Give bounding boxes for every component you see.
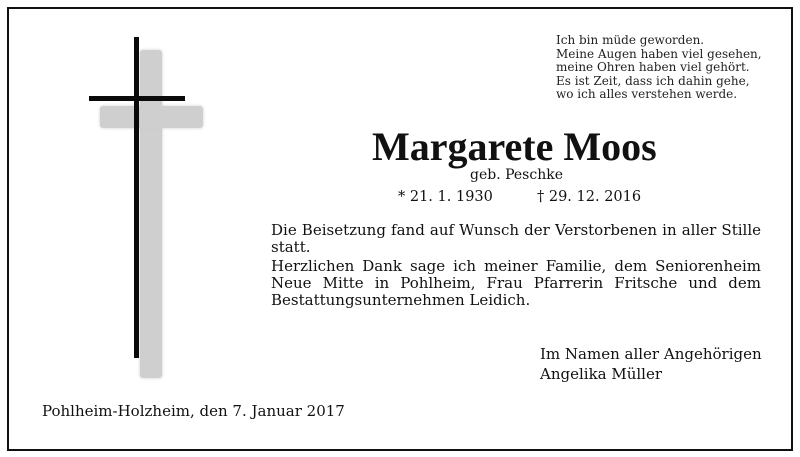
poem-line: Ich bin müde geworden. — [556, 33, 705, 47]
poem-line: meine Ohren haben viel gehört. — [556, 60, 750, 74]
signature-line: Im Namen aller Angehörigen — [540, 345, 762, 363]
poem-line: Es ist Zeit, dass ich dahin gehe, — [556, 73, 750, 88]
poem-line: Meine Augen haben viel gesehen, — [556, 46, 762, 61]
signature — [540, 345, 762, 384]
deceased-name: Margarete Moos — [372, 124, 657, 169]
poem — [556, 34, 776, 102]
signature-name: Angelika Müller — [540, 364, 663, 383]
cross-shadow-horizontal — [100, 106, 203, 128]
birth-date: * 21. 1. 1930 — [398, 189, 493, 205]
burial-notice: Die Beisetzung fand auf Wunsch der Verstorbenen in aller Stille statt. — [271, 221, 761, 256]
thanks-paragraph: Herzlichen Dank sage ich meiner Familie, dem Seniorenheim Neue Mitte in Pohlheim, Frau Pfarrerin Fritsche und dem Bestattungsunternehmen Leidich. — [271, 257, 761, 309]
maiden-name: geb. Peschke — [470, 167, 563, 183]
death-date: † 29. 12. 2016 — [537, 189, 642, 205]
cross-horizontal-bar — [89, 96, 185, 101]
place-date: Pohlheim-Holzheim, den 7. Januar 2017 — [42, 402, 345, 420]
poem-line: wo ich alles verstehen werde. — [556, 87, 738, 101]
cross-vertical-bar — [134, 37, 139, 358]
